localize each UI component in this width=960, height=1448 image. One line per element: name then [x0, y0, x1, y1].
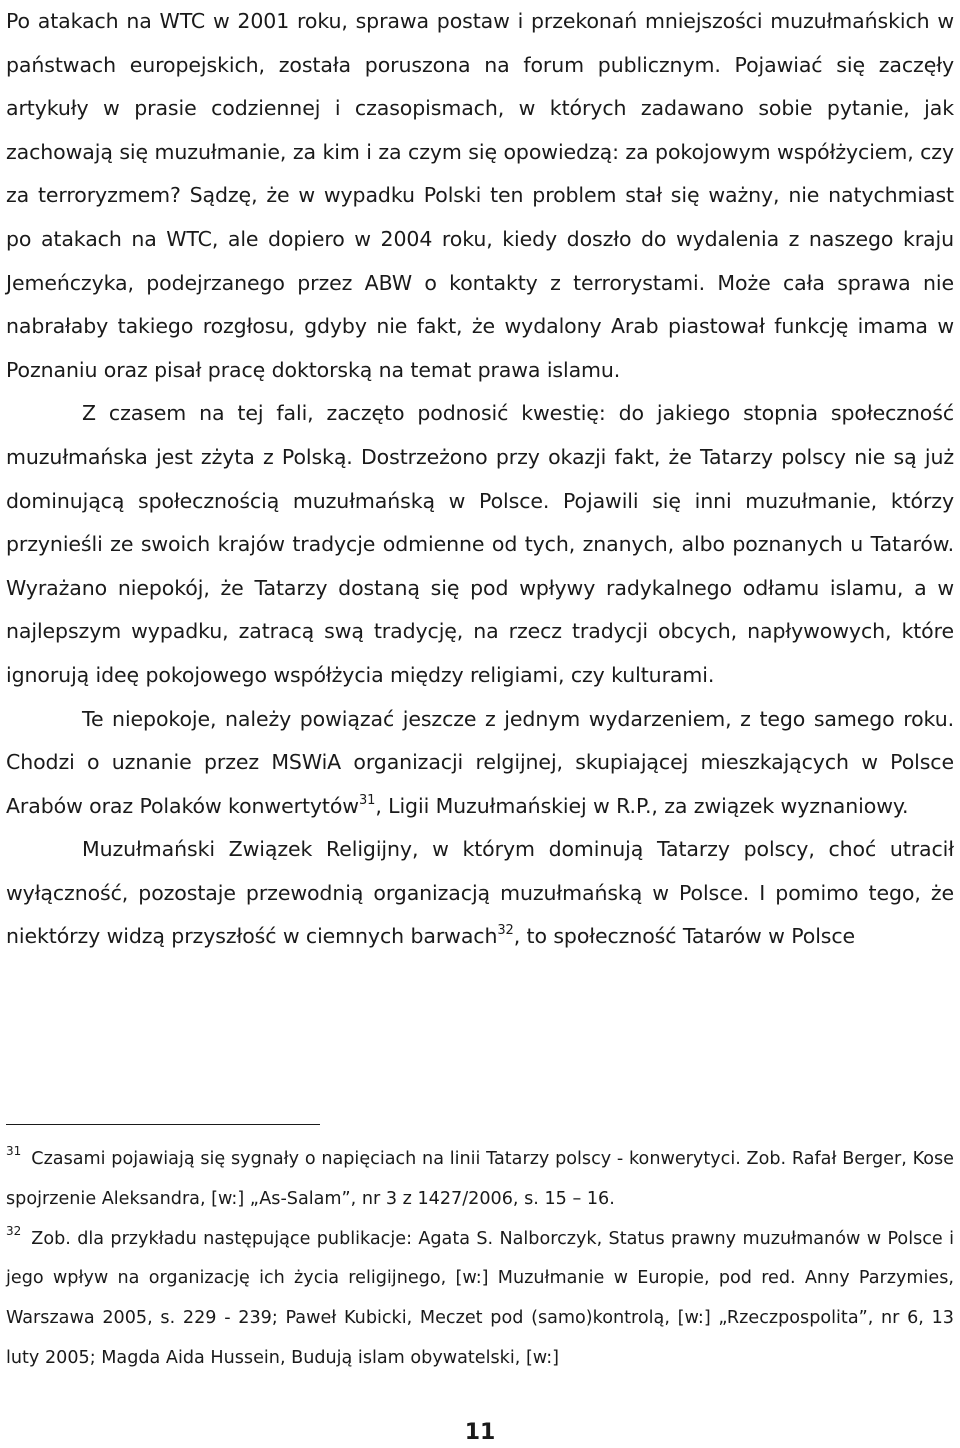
page-number: 11: [464, 1420, 496, 1445]
footnote-ref-32[interactable]: 32: [497, 923, 514, 939]
paragraph-4-text-before: Muzułmański Związek Religijny, w którym dominują Tatarzy polscy, choć utracił wyłączność, pozostaje przewodnią organizacją muzułmańską w Polsce. I pomimo tego, że niektórzy widzą przyszłość w ciemnych barwach: [6, 837, 954, 949]
footnote-number-31: 31: [6, 1144, 22, 1158]
footnote-number-32: 32: [6, 1223, 22, 1238]
footnote-text-32: Zob. dla przykładu następujące publikacje: Agata S. Nalborczyk, Status prawny muzułmanów w Polsce i jego wpływ na organizację ich życia religijnego, [w:] Muzułmanie w Europie, pod red. Anny Parzymies, Warszawa 2005, s. 229 - 239; Paweł Kubicki, Meczet pod (samo)kontrolą, [w:] „Rzeczpospolita”, nr 6, 13 luty 2005; Magda Aida Hussein, Budują islam obywatelski, [w:]: [6, 1228, 954, 1368]
document-page: [6, 0, 954, 959]
paragraph-3-text-after: , Ligii Muzułmańskiej w R.P., za związek wyznaniowy.: [375, 793, 909, 818]
footnote-32: [6, 1220, 954, 1379]
paragraph-4: [6, 828, 954, 959]
paragraph-3: [6, 698, 954, 829]
footnote-31: [6, 1140, 954, 1220]
paragraph-2: Z czasem na tej fali, zaczęto podnosić kwestię: do jakiego stopnia społeczność muzułmańska jest zżyta z Polską. Dostrzeżono przy okazji fakt, że Tatarzy polscy nie są już dominującą społecznością muzułmańską w Polsce. Pojawili się inni muzułmanie, którzy przynieśli ze swoich krajów tradycje odmienne od tych, znanych, albo poznanych u Tatarów. Wyrażano niepokój, że Tatarzy dostaną się pod wpływy radykalnego odłamu islamu, a w najlepszym wypadku, zatracą swą tradycję, na rzecz tradycji obcych, napływowych, które ignorują ideę pokojowego współżycia między religiami, czy kulturami.: [6, 401, 954, 687]
paragraph-1: Po atakach na WTC w 2001 roku, sprawa postaw i przekonań mniejszości muzułmańskich w państwach europejskich, została poruszona na forum publicznym. Pojawiać się zaczęły artykuły w prasie codziennej i czasopismach, w których zadawano sobie pytanie, jak zachowają się muzułmanie, za kim i za czym się opowiedzą: za pokojowym współżyciem, czy za terroryzmem? Sądzę, że w wypadku Polski ten problem stał się ważny, nie natychmiast po atakach na WTC, ale dopiero w 2004 roku, kiedy doszło do wydalenia z naszego kraju Jemeńczyka, podejrzanego przez ABW o kontakty z terrorystami. Może cała sprawa nie nabrałaby takiego rozgłosu, gdyby nie fakt, że wydalony Arab piastował funkcję imama w Poznaniu oraz pisał pracę doktorską na temat prawa islamu.: [6, 9, 954, 382]
body-text: [6, 0, 954, 959]
paragraph-4-text-after: , to społeczność Tatarów w Polsce: [513, 924, 856, 949]
footnote-separator: [6, 1124, 320, 1125]
footnote-text-31: Czasami pojawiają się sygnały o napięciach na linii Tatarzy polscy - konwerytyci. Zob. Rafał Berger, Kose spojrzenie Aleksandra, [w:] „As-Salam”, nr 3 z 1427/2006, s. 15 – 16.: [6, 1149, 954, 1209]
footnotes: [6, 1140, 954, 1379]
paragraph-3-text-before: Te niepokoje, należy powiązać jeszcze z jednym wydarzeniem, z tego samego roku. Chodzi o uznanie przez MSWiA organizacji relgijnej, skupiającej mieszkających w Polsce Arabów oraz Polaków konwertytów: [6, 706, 954, 818]
footnote-ref-31[interactable]: 31: [358, 792, 376, 808]
